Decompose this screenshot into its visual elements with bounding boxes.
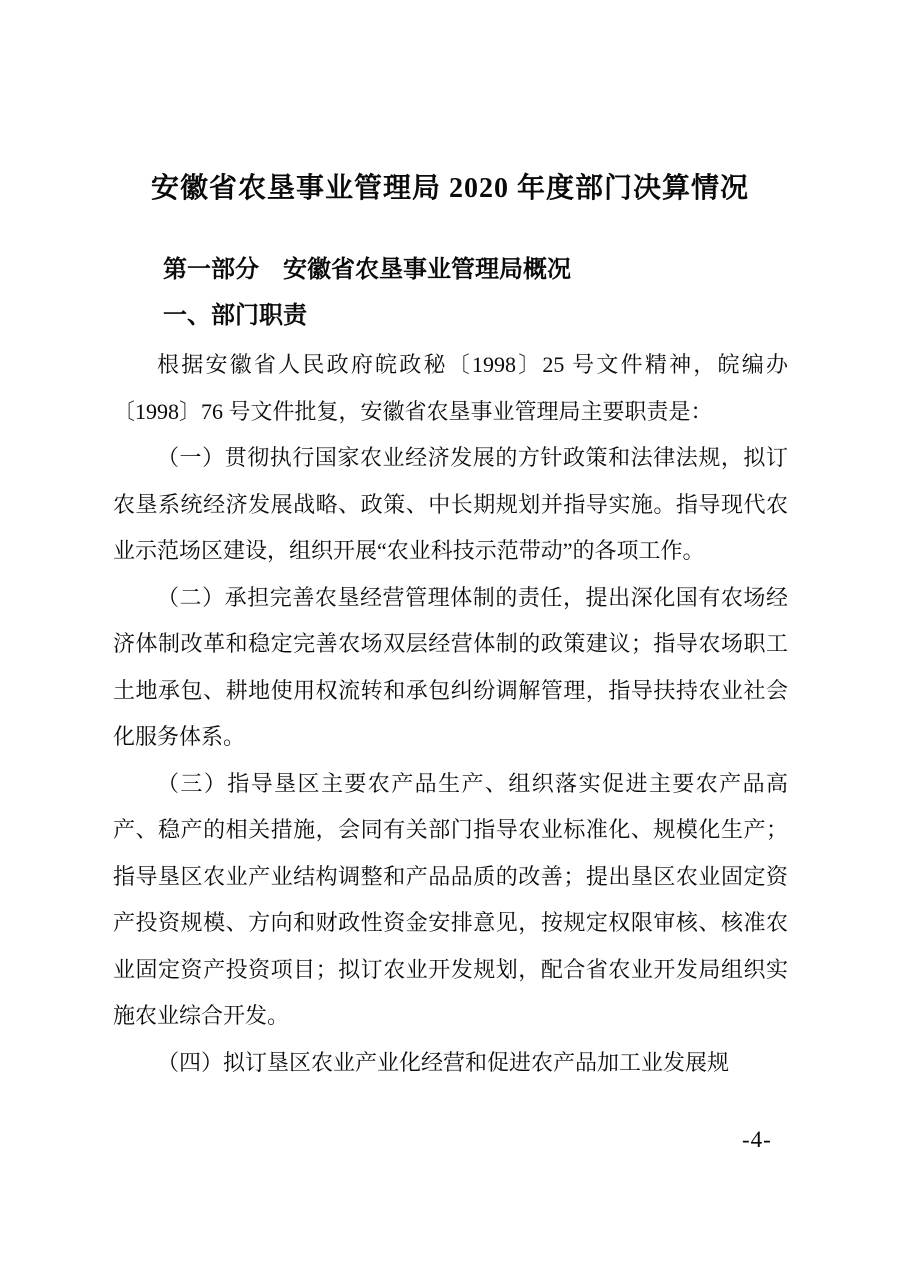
body-paragraph: （二）承担完善农垦经营管理体制的责任，提出深化国有农场经济体制改革和稳定完善农场双层经营体制的政策建议；指导农场职工土地承包、耕地使用权流转和承包纠纷调解管理，指导扶持农业社会化服务体系。 (113, 584, 788, 749)
page-number: -4- (742, 1127, 772, 1152)
section-heading-part-one: 第一部分 安徽省农垦事业管理局概况 (163, 256, 571, 283)
sub-heading-department-duties: 一、部门职责 (163, 302, 307, 329)
body-text (113, 342, 788, 1086)
body-paragraph: 根据安徽省人民政府皖政秘〔1998〕25 号文件精神，皖编办〔1998〕76 号文件批复，安徽省农垦事业管理局主要职责是： (113, 352, 788, 424)
body-paragraph: （四）拟订垦区农业产业化经营和促进农产品加工业发展规 (157, 1049, 730, 1075)
body-paragraph: （三）指导垦区主要农产品生产、组织落实促进主要农产品高产、稳产的相关措施，会同有关部门指导农业标准化、规模化生产；指导垦区农业产业结构调整和产品品质的改善；提出垦区农业固定资产投资规模、方向和财政性资金安排意见，按规定权限审核、核准农业固定资产投资项目；拟订农业开发规划，配合省农业开发局组织实施农业综合开发。 (113, 770, 788, 1028)
document-title: 安徽省农垦事业管理局 2020 年度部门决算情况 (150, 173, 749, 204)
body-paragraph: （一）贯彻执行国家农业经济发展的方针政策和法律法规，拟订农垦系统经济发展战略、政策、中长期规划并指导实施。指导现代农业示范场区建设，组织开展“农业科技示范带动”的各项工作。 (113, 445, 788, 563)
